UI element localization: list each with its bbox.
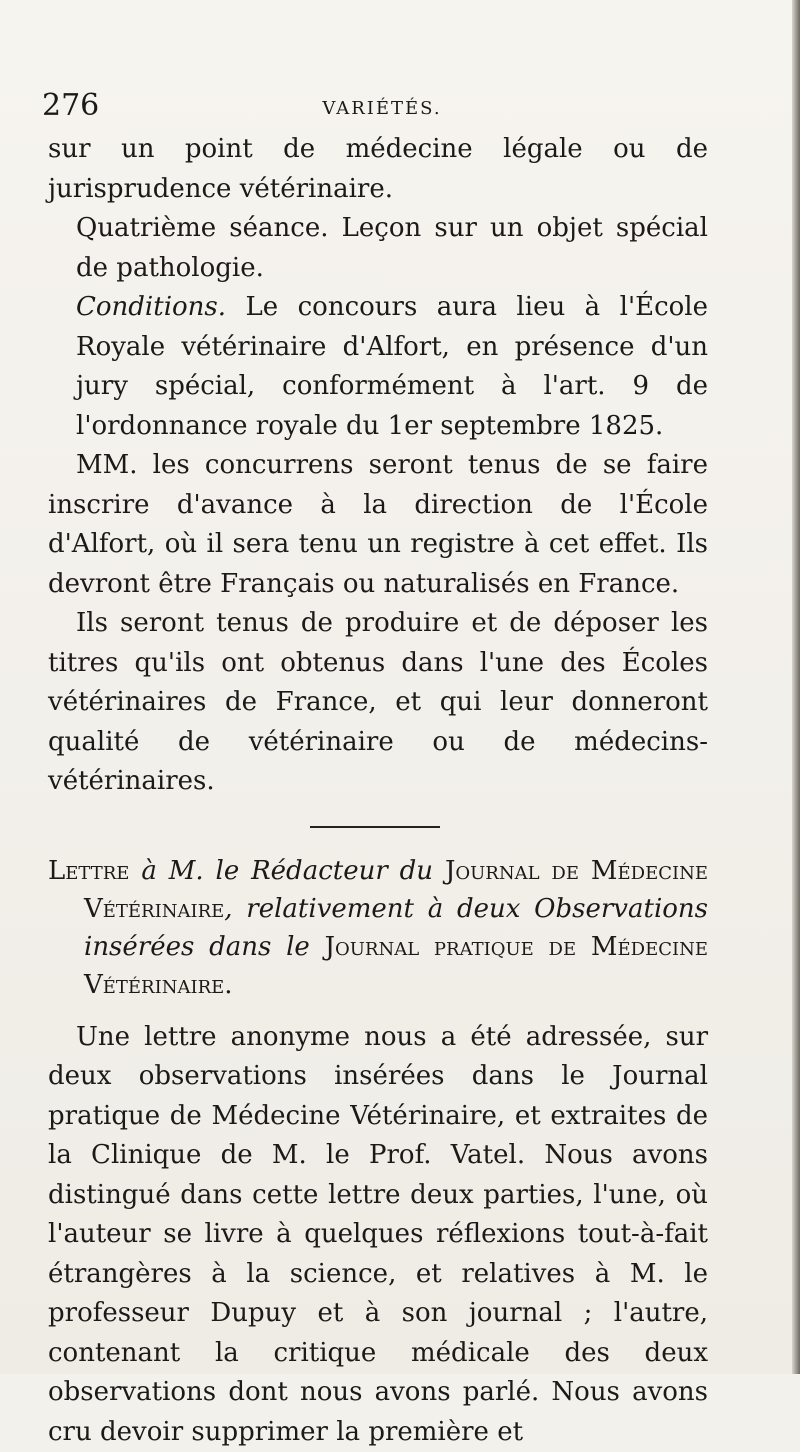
running-head: VARIÉTÉS. — [42, 98, 722, 119]
letter-title-period: . — [224, 970, 232, 1000]
page-header — [42, 88, 722, 128]
conditions-text: Le concours aura lieu à l'École Royale vétérinaire d'Alfort, en présence d'un jury spécial, conformément à l'art. 9 de l'ordonnance royale du 1er septembre 1825. — [76, 292, 708, 441]
letter-heading — [48, 852, 708, 1004]
session-text: Leçon sur un objet spécial de pathologie. — [76, 213, 708, 283]
paragraph-continuation: sur un point de médecine légale ou de jurisprudence vétérinaire. — [48, 130, 708, 209]
page-edge-shadow — [792, 0, 800, 1374]
letter-word: Lettre — [48, 856, 129, 886]
section-divider — [310, 826, 440, 828]
conditions-label: Conditions. — [76, 292, 226, 322]
spacer — [48, 1004, 708, 1018]
letter-subject: , relativement à deux Observations insérées dans le — [84, 894, 708, 962]
paragraph-registration: MM. les concurrens seront tenus de se faire inscrire d'avance à la direction de l'École d'Alfort, où il sera tenu un registre à cet effet. Ils devront être Français ou naturalisés en France. — [48, 446, 708, 604]
letter-title — [48, 852, 708, 1004]
page-body — [48, 130, 708, 1452]
paragraph-conditions — [48, 288, 708, 446]
journal-pratique-name: Journal pratique de Médecine Vétérinaire — [84, 932, 708, 1000]
paragraph-anonymous-letter: Une lettre anonyme nous a été adressée, sur deux observations insérées dans le Journal pratique de Médecine Vétérinaire, et extraites de la Clinique de M. le Prof. Vatel. Nous avons distingué dans cette lettre deux parties, l'une, où l'auteur se livre à quelques réflexions tout-à-fait étrangères à la science, et relatives à M. le professeur Dupuy et à son journal ; l'autre, contenant la critique médicale des deux observations dont nous avons parlé. Nous avons cru devoir supprimer la première et — [48, 1018, 708, 1452]
letter-recipient: à M. le Rédacteur du — [129, 856, 444, 886]
session-label: Quatrième séance. — [76, 213, 329, 243]
journal-name: Journal de Médecine Vétérinaire — [84, 856, 708, 924]
paragraph-fourth-session — [48, 209, 708, 288]
paragraph-titles: Ils seront tenus de produire et de déposer les titres qu'ils ont obtenus dans l'une des Écoles vétérinaires de France, et qui leur donneront qualité de vétérinaire ou de médecins-vétérinaires. — [48, 604, 708, 802]
page-number: 276 — [42, 88, 99, 123]
